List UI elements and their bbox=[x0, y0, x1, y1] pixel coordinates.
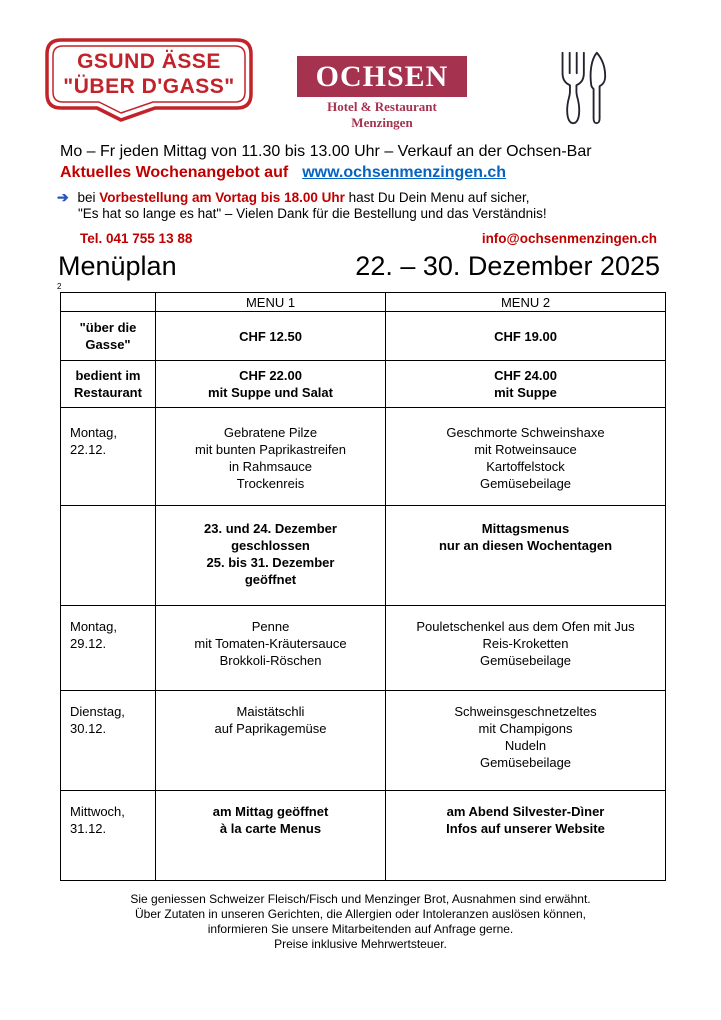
cell-line: Kartoffelstock bbox=[486, 459, 565, 474]
table-row bbox=[61, 408, 666, 506]
day-cell bbox=[61, 506, 156, 606]
menu1-cell bbox=[156, 606, 386, 691]
cell-line: Montag, bbox=[70, 425, 117, 440]
menu-table bbox=[60, 292, 666, 881]
menu-table-body bbox=[61, 312, 666, 881]
cell-line: 23. und 24. Dezember bbox=[204, 521, 337, 536]
ochsen-logo bbox=[297, 56, 467, 131]
menu2-cell bbox=[386, 361, 666, 408]
cell-line: in Rahmsauce bbox=[228, 459, 313, 474]
quote-line: "Es hat so lange es hat" – Vielen Dank für die Bestellung und das Verständnis! bbox=[78, 206, 547, 221]
cell-line: Infos auf unserer Website bbox=[446, 821, 605, 836]
cell-line: Mittagsmenus bbox=[481, 521, 570, 536]
cell-line: Maistätschli bbox=[236, 704, 305, 719]
menu2-cell bbox=[386, 691, 666, 791]
phone-number: Tel. 041 755 13 88 bbox=[80, 231, 193, 246]
gsund-aesse-badge bbox=[45, 38, 253, 122]
header-menu2: MENU 2 bbox=[386, 293, 666, 312]
badge-text bbox=[45, 49, 253, 99]
cell-line: "über die bbox=[79, 320, 137, 335]
cell-line: CHF 24.00 bbox=[494, 368, 557, 383]
cell-line: Nudeln bbox=[504, 738, 547, 753]
cell-line: Restaurant bbox=[74, 385, 142, 400]
cell-line: am Mittag geöffnet bbox=[212, 804, 329, 819]
table-row bbox=[61, 361, 666, 408]
footer-notes bbox=[0, 892, 721, 952]
ochsen-subtitle: Hotel & Restaurant Menzingen bbox=[327, 99, 437, 130]
header-menu1: MENU 1 bbox=[156, 293, 386, 312]
preorder-line bbox=[57, 189, 529, 206]
weekly-offer-label: Aktuelles Wochenangebot auf bbox=[60, 164, 289, 181]
cell-line: 30.12. bbox=[70, 721, 107, 736]
cell-line: geschlossen bbox=[231, 538, 310, 553]
cell-line: mit Tomaten-Kräutersauce bbox=[194, 636, 347, 651]
cell-line: Schweinsgeschnetzeltes bbox=[454, 704, 597, 719]
badge-line2: "ÜBER D'GASS" bbox=[63, 75, 235, 98]
preorder-highlight: Vorbestellung am Vortag bis 18.00 Uhr bbox=[99, 190, 345, 205]
cell-line: am Abend Silvester-Dìner bbox=[446, 804, 605, 819]
cell-line: 29.12. bbox=[70, 636, 107, 651]
cell-line: Pouletschenkel aus dem Ofen mit Jus bbox=[416, 619, 635, 634]
cell-line: Reis-Kroketten bbox=[482, 636, 569, 651]
cell-line: Penne bbox=[251, 619, 290, 634]
footer-line: Über Zutaten in unseren Gerichten, die Allergien oder Intoleranzen auslösen können, bbox=[135, 907, 586, 921]
cell-line: Geschmorte Schweinshaxe bbox=[446, 425, 605, 440]
cell-line: à la carte Menus bbox=[219, 821, 322, 836]
table-row bbox=[61, 691, 666, 791]
footer-line: informieren Sie unsere Mitarbeitenden auf Anfrage gerne. bbox=[207, 922, 514, 936]
cell-line: Gemüsebeilage bbox=[479, 476, 572, 491]
menu2-cell bbox=[386, 506, 666, 606]
cell-line: Gasse" bbox=[85, 337, 131, 352]
menu2-cell bbox=[386, 408, 666, 506]
header-empty-cell bbox=[61, 293, 156, 312]
cell-line: CHF 22.00 bbox=[239, 368, 302, 383]
cell-line: mit bunten Paprikastreifen bbox=[194, 442, 347, 457]
cell-line: Mittwoch, bbox=[70, 804, 125, 819]
cell-line: Gebratene Pilze bbox=[223, 425, 318, 440]
opening-hours-line: Mo – Fr jeden Mittag von 11.30 bis 13.00 Uhr – Verkauf an der Ochsen-Bar bbox=[60, 143, 592, 160]
cell-line: 22.12. bbox=[70, 442, 107, 457]
cell-line: mit Rotweinsauce bbox=[474, 442, 577, 457]
footer-line: Sie geniessen Schweizer Fleisch/Fisch und Menzinger Brot, Ausnahmen sind erwähnt. bbox=[130, 892, 591, 906]
cell-line: geöffnet bbox=[244, 572, 297, 587]
page-title: Menüplan bbox=[58, 251, 177, 281]
badge-line1: GSUND ÄSSE bbox=[77, 50, 221, 73]
cell-line: CHF 19.00 bbox=[494, 328, 557, 344]
menu1-cell bbox=[156, 408, 386, 506]
menu1-cell bbox=[156, 691, 386, 791]
fork-and-knife-icon bbox=[556, 50, 608, 126]
cell-line: 25. bis 31. Dezember bbox=[206, 555, 335, 570]
ochsen-wordmark: OCHSEN bbox=[297, 56, 467, 97]
table-row bbox=[61, 606, 666, 691]
menu2-cell bbox=[386, 606, 666, 691]
cell-line: CHF 12.50 bbox=[239, 328, 302, 344]
preorder-post: hast Du Dein Menu auf sicher, bbox=[348, 190, 530, 205]
website-link[interactable]: www.ochsenmenzingen.ch bbox=[302, 164, 507, 181]
weekly-offer-line bbox=[60, 164, 506, 182]
table-row bbox=[61, 506, 666, 606]
cell-line: Dienstag, bbox=[70, 704, 125, 719]
table-row bbox=[61, 791, 666, 881]
cell-line: auf Paprikagemüse bbox=[214, 721, 327, 736]
cell-line: Brokkoli-Röschen bbox=[219, 653, 322, 668]
cell-line: Trockenreis bbox=[236, 476, 305, 491]
day-cell bbox=[61, 312, 156, 361]
menu2-cell bbox=[386, 791, 666, 881]
cell-line: mit Champigons bbox=[478, 721, 573, 736]
day-cell bbox=[61, 408, 156, 506]
cell-line: Gemüsebeilage bbox=[479, 755, 572, 770]
cell-line: bedient im bbox=[75, 368, 141, 383]
footnote-mark: 2 bbox=[57, 282, 62, 291]
menu1-cell bbox=[156, 506, 386, 606]
cell-line: nur an diesen Wochentagen bbox=[438, 538, 613, 553]
cell-line: Montag, bbox=[70, 619, 117, 634]
table-header-row bbox=[61, 293, 666, 312]
cell-line: 31.12. bbox=[70, 821, 107, 836]
date-range: 22. – 30. Dezember 2025 bbox=[355, 251, 660, 281]
cell-line: mit Suppe bbox=[494, 385, 557, 400]
menu1-cell bbox=[156, 312, 386, 361]
preorder-pre: bei bbox=[77, 190, 96, 205]
cell-line: Gemüsebeilage bbox=[479, 653, 572, 668]
footer-line: Preise inklusive Mehrwertsteuer. bbox=[274, 937, 447, 951]
menu1-cell bbox=[156, 361, 386, 408]
day-cell bbox=[61, 361, 156, 408]
menu2-cell bbox=[386, 312, 666, 361]
day-cell bbox=[61, 606, 156, 691]
menu1-cell bbox=[156, 791, 386, 881]
table-row bbox=[61, 312, 666, 361]
arrow-icon: ➔ bbox=[57, 189, 69, 205]
cell-line: mit Suppe und Salat bbox=[208, 385, 333, 400]
email-address: info@ochsenmenzingen.ch bbox=[481, 231, 657, 246]
day-cell bbox=[61, 791, 156, 881]
day-cell bbox=[61, 691, 156, 791]
